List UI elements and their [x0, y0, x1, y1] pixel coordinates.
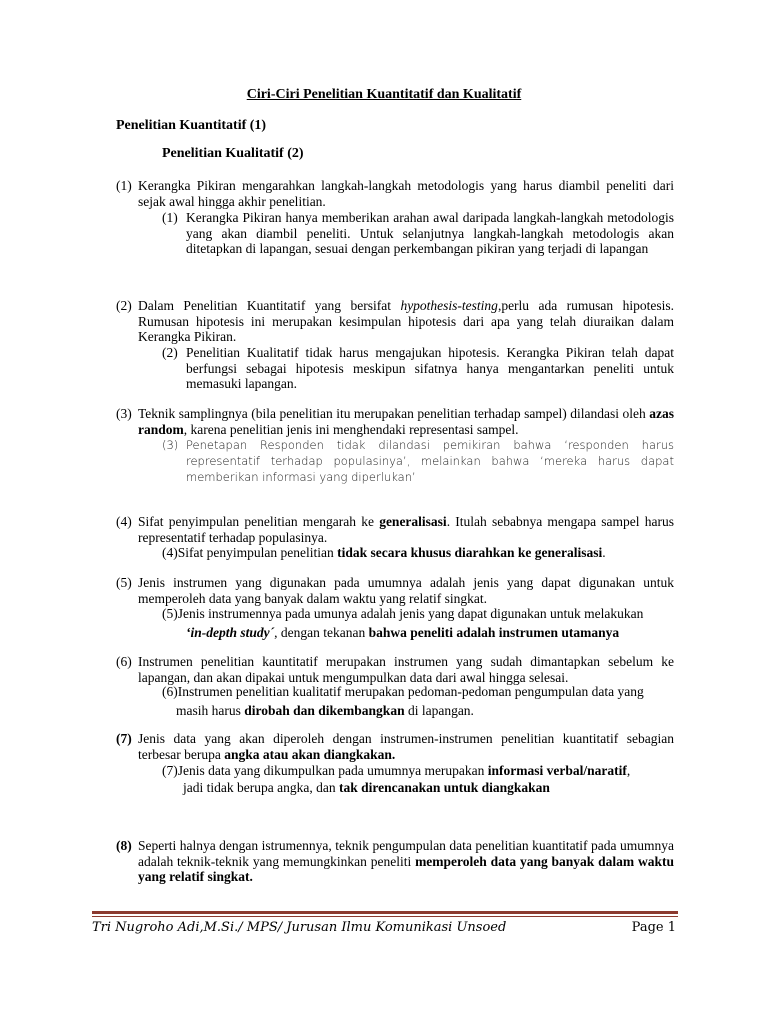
item-5-kuantitatif: [116, 575, 674, 606]
sub-text: Kerangka Pikiran hanya memberikan arahan awal daripada langkah-langkah metodologis yang akan diambil peneliti. Untuk selanjutnya langkah-langkah metodologis akan ditetapkan di lapangan, sesuai dengan perkembangan pikiran yang terjadi di lapangan: [186, 210, 674, 256]
item-text: Kerangka Pikiran mengarahkan langkah-langkah metodologis yang harus diambil peneliti dari sejak awal hingga akhir penelitian.: [138, 178, 674, 209]
heading-kualitatif: Penelitian Kualitatif (2): [162, 146, 304, 161]
item-3-kuantitatif: [116, 406, 674, 437]
bold-term: tidak secara khusus diarahkan ke generalisasi: [337, 545, 603, 560]
item-text: Sifat penyimpulan penelitian mengarah ke generalisasi. Itulah sebabnya mengapa sampel harus representatif terhadap populasinya.: [138, 514, 674, 545]
document-title: Ciri-Ciri Penelitian Kuantitatif dan Kualitatif: [246, 87, 522, 102]
bold-term: generalisasi: [379, 514, 447, 529]
item-text: Teknik samplingnya (bila penelitian itu merupakan penelitian terhadap sampel) dilandasi oleh azas random, karena penelitian jenis ini menghendaki representasi sampel.: [138, 406, 674, 437]
bold-term: angka atau akan diangkakan.: [224, 746, 396, 762]
sub-text: Penetapan Responden tidak dilandasi pemikiran bahwa ‘responden harus representatif terhadap populasinya’, melainkan bahwa ‘mereka harus dapat memberikan informasi yang diperlukan’: [186, 438, 674, 484]
item-5-kualitatif-line1: (5)Jenis instrumennya pada umunya adalah jenis yang dapat digunakan untuk melakukan: [162, 606, 644, 621]
sub-number: (1): [162, 210, 178, 225]
item-number: (3): [116, 406, 132, 421]
item-number: (2): [116, 298, 132, 313]
item-text: Jenis instrumen yang digunakan pada umumnya adalah jenis yang dapat digunakan untuk memperoleh data yang banyak dalam waktu yang relatif singkat.: [138, 575, 674, 606]
item-7-kualitatif-line1: (7)Jenis data yang dikumpulkan pada umumnya merupakan informasi verbal/naratif,: [162, 763, 631, 778]
footer-rule-thin: [92, 916, 678, 917]
item-7-kualitatif-line2: jadi tidak berupa angka, dan tak direncanakan untuk diangkakan: [183, 780, 550, 795]
bold-term: memperoleh data yang banyak dalam waktu yang relatif singkat.: [138, 853, 674, 884]
heading-kuantitatif: Penelitian Kuantitatif (1): [116, 118, 267, 133]
item-2-kuantitatif: [116, 298, 674, 345]
item-8-kuantitatif: [116, 838, 674, 885]
item-number: (1): [116, 178, 132, 193]
item-1-kualitatif: [162, 210, 674, 257]
footer-author: Tri Nugroho Adi,M.Si./ MPS/ Jurusan Ilmu Komunikasi Unsoed: [92, 920, 507, 935]
item-number: (5): [116, 575, 132, 590]
footer-rule-thick: [92, 911, 678, 914]
bold-italic-term: ‘in-depth study´: [186, 625, 275, 640]
sub-number: (2): [162, 345, 178, 360]
bold-term: informasi verbal/naratif: [487, 763, 627, 778]
italic-term: hypothesis-testing: [400, 298, 498, 313]
bold-term: tak direncanakan untuk diangkakan: [338, 780, 550, 795]
bold-term: dirobah dan dikembangkan: [244, 703, 405, 718]
item-text: Seperti halnya dengan istrumennya, teknik pengumpulan data penelitian kuantitatif pada umumnya adalah teknik-teknik yang memungkinkan peneliti memperoleh data yang banyak dalam waktu yang relatif singkat.: [138, 838, 674, 884]
item-text: Dalam Penelitian Kuantitatif yang bersifat hypothesis-testing,perlu ada rumusan hipotesis. Rumusan hipotesis ini merupakan kesimpulan hipotesis dari apa yang telah diuraikan dalam Kerangka Pikiran.: [138, 298, 675, 344]
item-6-kuantitatif: [116, 654, 674, 685]
item-number: (6): [116, 654, 132, 669]
item-number: (7): [116, 731, 132, 746]
item-6-kualitatif-line1: (6)Instrumen penelitian kualitatif merupakan pedoman-pedoman pengumpulan data yang: [162, 684, 644, 699]
sub-text: Penelitian Kualitatif tidak harus mengajukan hipotesis. Kerangka Pikiran telah dapat berfungsi sebagai hipotesis meskipun sifatnya hanya mengantarkan peneliti untuk memasuki lapangan.: [186, 345, 674, 391]
item-6-kualitatif-line2: masih harus dirobah dan dikembangkan di lapangan.: [176, 703, 474, 718]
bold-term: azas random: [138, 406, 674, 437]
item-4-kualitatif: (4)Sifat penyimpulan penelitian tidak secara khusus diarahkan ke generalisasi.: [162, 545, 606, 560]
item-5-kualitatif-line2: ‘in-depth study´, dengan tekanan bahwa peneliti adalah instrumen utamanya: [186, 625, 620, 640]
item-text: Jenis data yang akan diperoleh dengan instrumen-instrumen penelitian kuantitatif sebagian terbesar berupa angka atau akan diangkakan.: [138, 731, 674, 762]
item-number: (4): [116, 514, 132, 529]
item-7-kuantitatif: [116, 731, 674, 762]
item-3-kualitatif: [162, 437, 674, 485]
bold-term: bahwa peneliti adalah instrumen utamanya: [368, 625, 620, 640]
item-number: (8): [116, 838, 132, 853]
item-text: Instrumen penelitian kauntitatif merupakan instrumen yang sudah dimantapkan sebelum ke lapangan, dan akan dipakai untuk mengumpulkan data dari awal hingga selesai.: [138, 654, 674, 685]
sub-number: (3): [162, 438, 179, 452]
item-1-kuantitatif: [116, 178, 674, 209]
page-number: Page 1: [631, 920, 676, 935]
item-4-kuantitatif: [116, 514, 674, 545]
item-2-kualitatif: [162, 345, 674, 392]
